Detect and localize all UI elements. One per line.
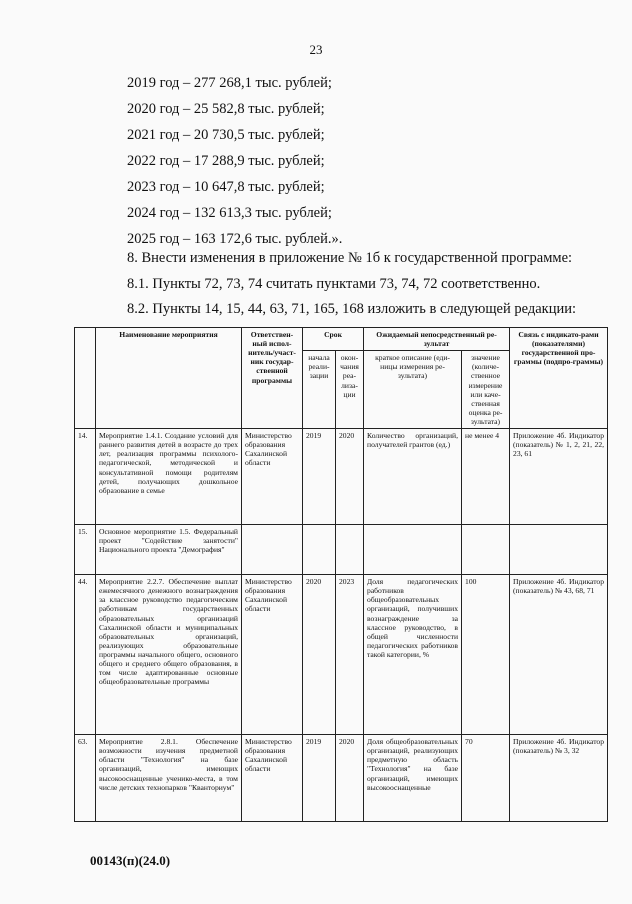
paragraph-8-1: 8.1. Пункты 72, 73, 74 считать пунктами 73, 74, 72 соответственно. (127, 276, 541, 292)
budget-line-2024: 2024 год – 132 613,3 тыс. рублей; (127, 205, 332, 221)
row-end: 2023 (336, 575, 364, 735)
table-row (75, 429, 608, 525)
row-link: Приложение 4б. Индикатор (показатель) № 3, 32 (510, 735, 608, 822)
budget-line-2021: 2021 год – 20 730,5 тыс. рублей; (127, 127, 325, 143)
row-link: Приложение 4б. Индикатор (показатель) № 1, 2, 21, 22, 23, 61 (510, 429, 608, 525)
row-link: Приложение 4б. Индикатор (показатель) № 43, 68, 71 (510, 575, 608, 735)
document-code: 00143(п)(24.0) (90, 853, 171, 868)
table-header-row (75, 328, 608, 351)
row-responsible (242, 525, 303, 575)
row-measure: Мероприятие 1.4.1. Создание условий для раннего развития детей в возрасте до трех лет, реализация программы психолого-педагогической, методической и консультативной помощи родителям детей, получающих дошкольное образование в семье (96, 429, 242, 525)
budget-line-2020: 2020 год – 25 582,8 тыс. рублей; (127, 101, 325, 117)
header-result-desc: краткое описание (еди-ницы измерения ре-зультата) (364, 351, 462, 429)
row-measure: Мероприятие 2.2.7. Обеспечение выплат ежемесячного денежного вознаграждения за классное руководство педагогическим работникам государственных образовательных организаций Сахалинской области и муниципальных образовательных организаций, реализующих образовательные программы начального общего, основного общего и среднего общего образования, в том числе адаптированные основные общеобразовательные программы (96, 575, 242, 735)
budget-line-2023: 2023 год – 10 647,8 тыс. рублей; (127, 179, 325, 195)
row-result-desc: Доля педагогических работников общеобразовательных организаций, получивших вознаграждение за классное руководство, в общей численности педагогических работников такой категории, % (364, 575, 462, 735)
row-measure: Мероприятие 2.8.1. Обеспечение возможности изучения предметной области "Технология" на базе организаций, имеющих высокооснащенные ученико-места, в том числе детских технопарков "Кванториум" (96, 735, 242, 822)
row-result-desc: Количество организаций, получателей грантов (ед.) (364, 429, 462, 525)
row-number: 63. (75, 735, 96, 822)
header-name: Наименование мероприятия (96, 328, 242, 429)
budget-list (127, 70, 342, 252)
budget-line-2022: 2022 год – 17 288,9 тыс. рублей; (127, 153, 325, 169)
header-cell-num (75, 328, 96, 429)
row-result-value: не менее 4 (462, 429, 510, 525)
header-term-end: окон-чания реа-лиза-ции (336, 351, 364, 429)
header-term-start: начала реали-зации (303, 351, 336, 429)
row-result-value: 100 (462, 575, 510, 735)
table-row (75, 575, 608, 735)
row-start: 2019 (303, 429, 336, 525)
budget-line-2019: 2019 год – 277 268,1 тыс. рублей; (127, 75, 332, 91)
header-result-value: значение (количе-ственное измерение или каче-ственная оценка ре-зультата) (462, 351, 510, 429)
row-result-value: 70 (462, 735, 510, 822)
table-row (75, 735, 608, 822)
row-responsible: Министерство образования Сахалинской области (242, 735, 303, 822)
row-result-desc (364, 525, 462, 575)
budget-line-2025: 2025 год – 163 172,6 тыс. рублей.». (127, 231, 343, 247)
row-end: 2020 (336, 429, 364, 525)
row-end (336, 525, 364, 575)
header-term: Срок (303, 328, 364, 351)
page-number: 23 (309, 42, 323, 57)
header-result: Ожидаемый непосредственный ре-зультат (364, 328, 510, 351)
measures-table (74, 327, 608, 822)
row-start: 2019 (303, 735, 336, 822)
header-link: Связь с индикато-рами (показателями) государственной про-граммы (подпро-граммы) (510, 328, 608, 429)
row-result-value (462, 525, 510, 575)
row-result-desc: Доля общеобразовательных организаций, реализующих предметную область "Технология" на базе организаций, имеющих высокооснащенные (364, 735, 462, 822)
row-link (510, 525, 608, 575)
row-measure: Основное мероприятие 1.5. Федеральный проект "Содействие занятости" Национального проекта "Демография" (96, 525, 242, 575)
row-number: 44. (75, 575, 96, 735)
header-responsible: Ответствен-ный испол-нитель/участ-ник государ-ственной программы (242, 328, 303, 429)
row-end: 2020 (336, 735, 364, 822)
table-row (75, 525, 608, 575)
row-number: 14. (75, 429, 96, 525)
row-responsible: Министерство образования Сахалинской области (242, 429, 303, 525)
row-start (303, 525, 336, 575)
row-start: 2020 (303, 575, 336, 735)
row-responsible: Министерство образования Сахалинской области (242, 575, 303, 735)
paragraph-8-2: 8.2. Пункты 14, 15, 44, 63, 71, 165, 168 изложить в следующей редакции: (127, 301, 576, 317)
paragraph-8: 8. Внести изменения в приложение № 1б к государственной программе: (127, 250, 573, 266)
row-number: 15. (75, 525, 96, 575)
